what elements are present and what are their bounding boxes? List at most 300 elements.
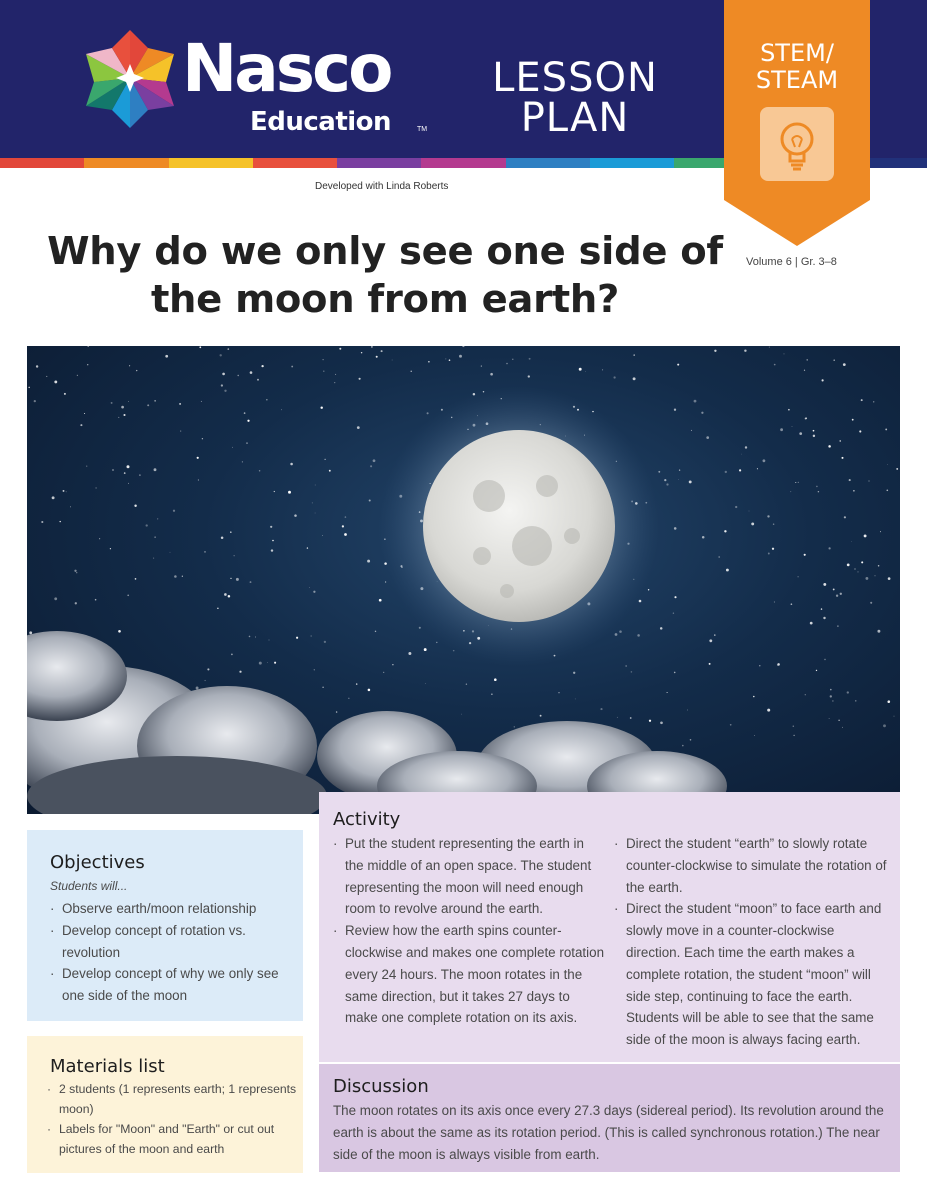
star (339, 348, 341, 350)
star (129, 365, 130, 366)
star (702, 536, 705, 539)
star (514, 726, 515, 727)
activity-panel (319, 792, 900, 1062)
star (28, 387, 30, 389)
star (730, 724, 732, 726)
star (847, 691, 849, 693)
star (778, 663, 780, 665)
star (217, 608, 218, 609)
star (309, 587, 310, 588)
star (749, 511, 750, 512)
star (361, 352, 362, 353)
star (828, 547, 830, 549)
star (356, 683, 357, 684)
star (858, 571, 859, 572)
star (630, 717, 632, 719)
star (767, 709, 770, 712)
star (259, 662, 262, 665)
star (793, 735, 794, 736)
star (136, 370, 137, 371)
list-item: · 2 students (1 represents earth; 1 represents moon) (47, 1079, 297, 1119)
star (196, 687, 199, 690)
star (691, 430, 692, 431)
star (424, 648, 427, 651)
star (633, 377, 636, 380)
star (320, 406, 322, 408)
objectives-heading: Objectives (50, 852, 145, 873)
star (822, 379, 824, 381)
star (111, 402, 113, 404)
star (408, 652, 411, 655)
star (411, 371, 412, 372)
star (877, 630, 880, 633)
star (376, 356, 378, 358)
logo-star-icon (82, 26, 178, 130)
star (371, 346, 373, 348)
star (575, 699, 576, 700)
lesson-plan-label: LESSON PLAN (492, 55, 658, 141)
star (842, 727, 843, 728)
star (660, 627, 663, 630)
star (481, 366, 482, 367)
star (490, 373, 493, 376)
star (294, 514, 297, 517)
star (821, 608, 822, 609)
star (344, 533, 347, 536)
star (118, 630, 121, 633)
star (701, 412, 703, 414)
star (873, 401, 874, 402)
lightbulb-icon (760, 107, 834, 181)
star (709, 663, 711, 665)
star (77, 375, 78, 376)
star (180, 431, 181, 432)
star (207, 668, 209, 670)
star (491, 693, 492, 694)
star (230, 531, 232, 533)
star (154, 468, 157, 471)
star (674, 409, 676, 411)
star (797, 576, 798, 577)
star (246, 442, 247, 443)
star (619, 630, 622, 633)
star (370, 465, 372, 467)
star (664, 479, 666, 481)
star (249, 636, 251, 638)
star (706, 436, 709, 439)
star (312, 503, 313, 504)
stripe-segment (590, 158, 674, 168)
star (232, 447, 233, 448)
star (255, 637, 256, 638)
star (322, 359, 323, 360)
stripe-segment (506, 158, 590, 168)
star (861, 399, 863, 401)
stripe-segment (337, 158, 421, 168)
star (173, 510, 175, 512)
star (325, 459, 326, 460)
star (810, 622, 813, 625)
star (791, 603, 793, 605)
star (885, 428, 887, 430)
star (852, 419, 854, 421)
star (875, 575, 876, 576)
star (234, 555, 235, 556)
star (840, 593, 842, 595)
star (790, 491, 791, 492)
materials-list (47, 1079, 297, 1159)
star (865, 577, 868, 580)
star (774, 601, 775, 602)
star (714, 634, 715, 635)
star (270, 526, 272, 528)
star (648, 589, 649, 590)
star (745, 446, 747, 448)
star (392, 360, 393, 361)
star (147, 404, 149, 406)
star (359, 378, 361, 380)
star (784, 354, 785, 355)
star (259, 470, 261, 472)
star (759, 665, 760, 666)
star (579, 368, 582, 371)
nasco-logo[interactable] (82, 22, 432, 142)
star (462, 346, 464, 347)
star (348, 698, 349, 699)
star (792, 426, 793, 427)
list-item: · Put the student representing the earth in the middle of an open space. The student representing the moon will need enough room to revolve around the earth. (333, 833, 605, 920)
star (844, 516, 846, 518)
star (75, 602, 77, 604)
star (677, 364, 679, 366)
star (772, 548, 774, 550)
star (682, 745, 684, 747)
star (99, 538, 100, 539)
star (841, 457, 843, 459)
star (613, 376, 615, 378)
star (368, 689, 371, 692)
star (419, 627, 421, 629)
star (799, 432, 802, 435)
star (735, 506, 737, 508)
star (816, 486, 818, 488)
star (84, 413, 85, 414)
star (832, 700, 833, 701)
star (157, 518, 158, 519)
star (64, 393, 66, 395)
star (311, 636, 312, 637)
discussion-text: The moon rotates on its axis once every 27.3 days (sidereal period). Its revolution around the earth is about the same as its rotation period. (This is called synchronous rotation.) The near side of the moon is always visible from earth. (333, 1103, 884, 1162)
star (154, 536, 155, 537)
star (95, 487, 96, 488)
star (334, 382, 335, 383)
star (804, 554, 806, 556)
star (375, 631, 376, 632)
star (373, 459, 376, 462)
star (540, 715, 542, 717)
star (741, 454, 742, 455)
star (887, 464, 888, 465)
star (80, 424, 82, 426)
star (795, 482, 796, 483)
moon-photo (27, 346, 900, 814)
star (600, 708, 602, 710)
activity-list-right (614, 833, 890, 1051)
star (459, 355, 462, 358)
star (204, 551, 205, 552)
star (461, 714, 462, 715)
objectives-list (50, 898, 295, 1007)
star (843, 363, 846, 366)
star (261, 365, 263, 367)
star (718, 556, 720, 558)
star (615, 633, 618, 636)
star (878, 565, 880, 567)
star (222, 373, 225, 376)
star (202, 438, 203, 439)
star (894, 716, 895, 717)
star (855, 569, 856, 570)
star (201, 401, 202, 402)
star (236, 578, 239, 581)
star (838, 720, 839, 721)
star (336, 711, 338, 713)
star (649, 720, 651, 722)
stripe-segment (0, 158, 84, 168)
star (714, 350, 716, 352)
star (788, 409, 790, 411)
star (751, 522, 754, 525)
star (674, 527, 677, 530)
star (63, 490, 65, 492)
star (227, 348, 229, 350)
star (494, 678, 497, 681)
star (54, 380, 57, 383)
star (95, 599, 97, 601)
star (182, 576, 183, 577)
star (773, 523, 774, 524)
star (224, 390, 226, 392)
star (357, 426, 360, 429)
star (427, 412, 429, 414)
star (506, 363, 508, 365)
star (267, 662, 268, 663)
star (250, 371, 253, 374)
star (868, 480, 869, 481)
star (70, 506, 71, 507)
star (74, 570, 76, 572)
star (87, 364, 88, 365)
star (322, 686, 324, 688)
star (135, 578, 137, 580)
star (385, 581, 386, 582)
list-item: · Review how the earth spins counter-clockwise and makes one complete rotation every 24 hours. The moon rotates in the same direction, but it takes 27 days to make one complete rotation on its axis. (333, 920, 605, 1029)
objectives-panel (27, 830, 303, 1021)
star (271, 549, 273, 551)
star (199, 346, 201, 348)
star (367, 560, 370, 563)
activity-heading: Activity (333, 809, 401, 830)
star (205, 680, 206, 681)
developed-with: Developed with Linda Roberts (315, 181, 449, 192)
star (228, 595, 231, 598)
star (281, 409, 282, 410)
star (59, 521, 60, 522)
star (679, 469, 680, 470)
star (250, 581, 252, 583)
star (112, 469, 114, 471)
star (829, 718, 830, 719)
star (174, 575, 177, 578)
star (804, 370, 805, 371)
star (329, 470, 331, 472)
star (179, 403, 181, 405)
star (870, 602, 872, 604)
star (288, 491, 291, 494)
star (323, 371, 324, 372)
star (666, 483, 668, 485)
star (121, 406, 124, 409)
star (673, 613, 674, 614)
star (689, 480, 692, 483)
page-title: Why do we only see one side of the moon from earth? (47, 229, 723, 322)
star (154, 400, 155, 401)
star (123, 414, 125, 416)
star (29, 631, 32, 634)
star (153, 558, 154, 559)
star (861, 561, 863, 563)
star (379, 599, 382, 602)
star (528, 375, 530, 377)
logo-trademark: TM (417, 126, 428, 133)
list-item: · Observe earth/moon relationship (50, 898, 295, 920)
star (617, 717, 618, 718)
star (694, 400, 697, 403)
star (769, 347, 770, 348)
star (849, 479, 851, 481)
star (512, 359, 513, 360)
star (165, 355, 168, 358)
star (823, 617, 825, 619)
star (883, 724, 886, 727)
logo-subtitle: Education (250, 107, 392, 137)
star (257, 379, 259, 381)
star (724, 530, 726, 532)
star (88, 346, 89, 347)
stripe-segment (253, 158, 337, 168)
star (198, 480, 199, 481)
star (244, 412, 246, 414)
star (757, 468, 758, 469)
star (833, 588, 835, 590)
star (313, 591, 315, 593)
star (529, 358, 531, 360)
star (124, 472, 126, 474)
star (221, 537, 224, 540)
star (41, 521, 43, 523)
star (86, 466, 87, 467)
star (247, 420, 249, 422)
star (315, 513, 316, 514)
star (127, 465, 130, 468)
star (739, 469, 741, 471)
star (242, 461, 243, 462)
star (886, 489, 888, 491)
star (813, 435, 815, 437)
star (585, 371, 586, 372)
star (851, 541, 852, 542)
list-item: · Direct the student “moon” to face earth and slowly move in a counter-clockwise direction. Each time the earth makes a complete rotation, the student “moon” will side step, continuing to face the earth. Students will be able to see that the same side of the moon is always facing earth. (614, 898, 890, 1051)
star (888, 577, 891, 580)
star (231, 653, 233, 655)
star (830, 689, 832, 691)
stripe-segment (84, 158, 168, 168)
star (392, 664, 393, 665)
star (798, 482, 799, 483)
star (674, 672, 676, 674)
star (296, 637, 298, 639)
star (864, 534, 867, 537)
star (110, 548, 111, 549)
star (667, 692, 668, 693)
star (127, 594, 129, 596)
star (768, 553, 770, 555)
star (239, 671, 241, 673)
star (230, 578, 231, 579)
star (324, 641, 326, 643)
star (445, 358, 446, 359)
star (272, 540, 274, 542)
star (66, 491, 67, 492)
star (847, 564, 850, 567)
star (824, 659, 825, 660)
star (266, 399, 267, 400)
star (805, 417, 807, 419)
star (828, 445, 831, 448)
star (763, 459, 766, 462)
discussion-heading: Discussion (333, 1076, 429, 1097)
star (146, 524, 148, 526)
star (573, 672, 575, 674)
star (631, 671, 633, 673)
star (687, 710, 688, 711)
star (128, 483, 129, 484)
star (383, 672, 384, 673)
star (859, 430, 861, 432)
star (853, 490, 855, 492)
star (639, 600, 642, 603)
star (381, 350, 383, 352)
star (342, 525, 344, 527)
volume-grade: Volume 6 | Gr. 3–8 (746, 256, 837, 268)
star (806, 359, 807, 360)
star (780, 428, 783, 431)
star (128, 401, 129, 402)
star (46, 376, 47, 377)
star (602, 369, 603, 370)
star (436, 642, 437, 643)
list-item: · Labels for "Moon" and "Earth" or cut out pictures of the moon and earth (47, 1119, 297, 1159)
star (314, 669, 315, 670)
objectives-intro: Students will... (50, 879, 128, 893)
star (134, 505, 136, 507)
star (690, 739, 692, 741)
star (224, 593, 227, 596)
star (709, 639, 712, 642)
star (818, 491, 819, 492)
star (428, 361, 430, 363)
star (725, 471, 727, 473)
